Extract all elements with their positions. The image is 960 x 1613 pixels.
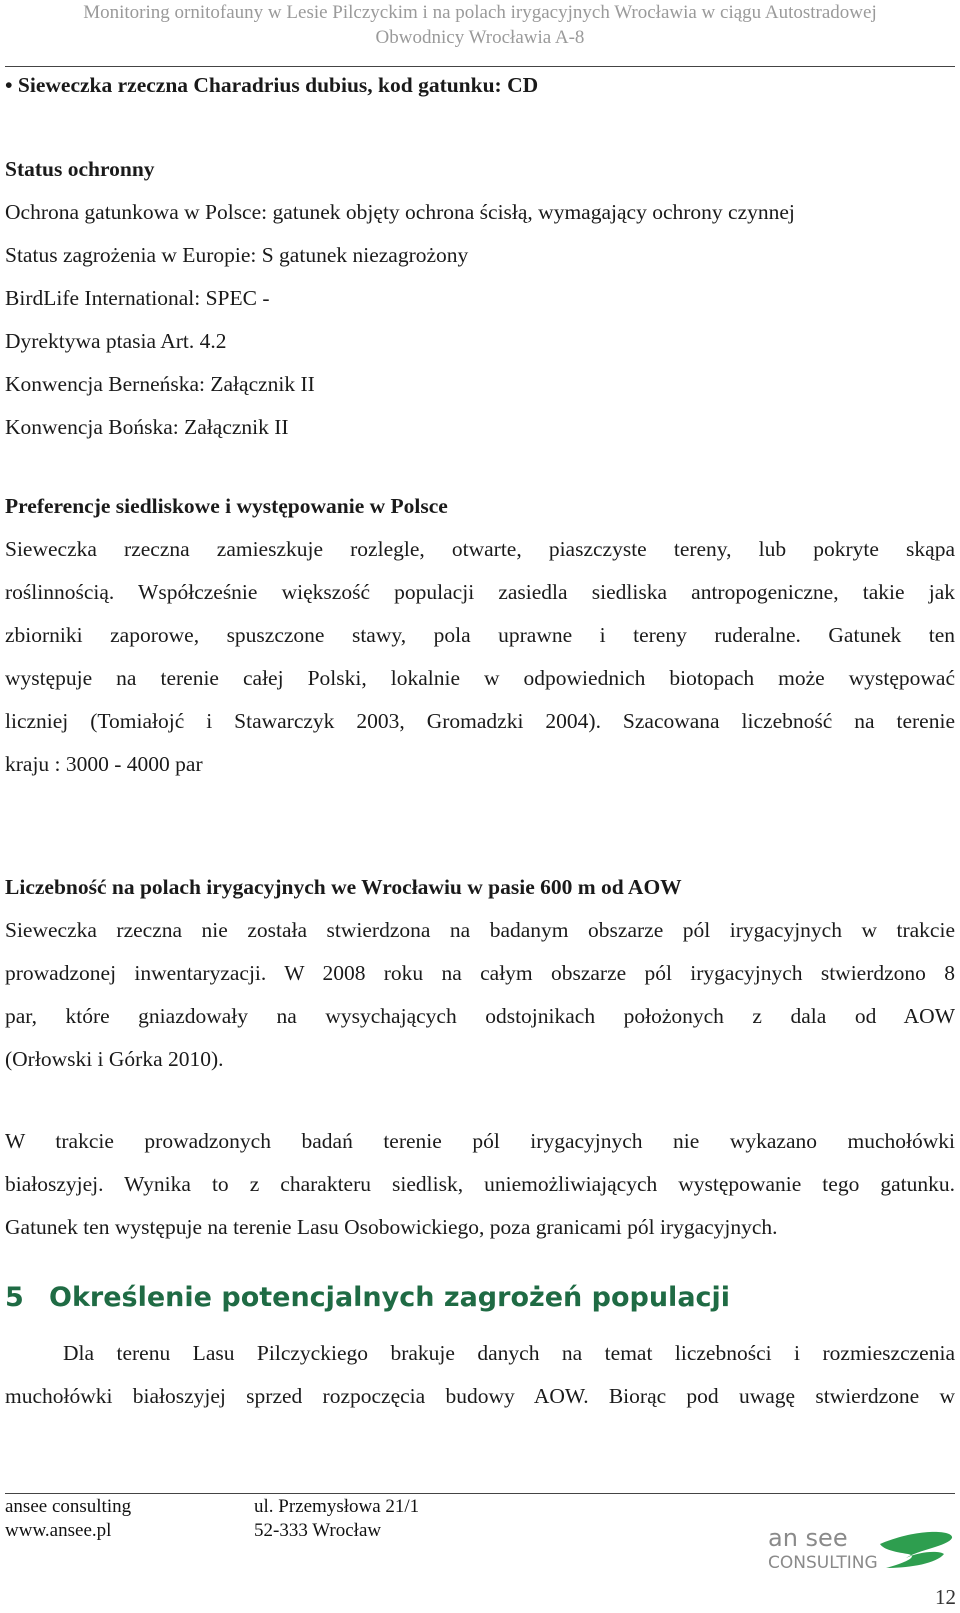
logo-text-top: an see xyxy=(768,1524,848,1552)
species-title: • Sieweczka rzeczna Charadrius dubius, kod gatunku: CD xyxy=(5,73,539,97)
status-heading: Status ochronny xyxy=(5,157,155,181)
status-line: Konwencja Bońska: Załącznik II xyxy=(5,415,289,439)
section-5-line: muchołówki białoszyjej sprzed rozpoczęcia budowy AOW. Biorąc pod uwagę stwierdzone w xyxy=(5,1384,955,1408)
abundance-line: (Orłowski i Górka 2010). xyxy=(5,1047,224,1071)
habitat-line: roślinnością. Współcześnie większość populacji zasiedla siedliska antropogeniczne, takie jak xyxy=(5,580,955,604)
running-header xyxy=(0,0,960,50)
habitat-line: liczniej (Tomiałojć i Stawarczyk 2003, Gromadzki 2004). Szacowana liczebność na terenie xyxy=(5,709,955,733)
footer-company-info xyxy=(5,1495,131,1543)
abundance-section xyxy=(5,872,955,1087)
section-number: 5 xyxy=(5,1282,24,1313)
status-line: Ochrona gatunkowa w Polsce: gatunek objęty ochrona ścisłą, wymagający ochrony czynnej xyxy=(5,200,795,224)
flycatcher-paragraph xyxy=(5,1126,955,1255)
status-line: Konwencja Berneńska: Załącznik II xyxy=(5,372,315,396)
section-title: Określenie potencjalnych zagrożeń populacji xyxy=(49,1282,731,1313)
logo-text-bottom: CONSULTING xyxy=(768,1553,878,1572)
flycatcher-line: białoszyjej. Wynika to z charakteru siedlisk, uniemożliwiających występowanie tego gatunku. xyxy=(5,1172,955,1196)
section-5-heading xyxy=(5,1282,730,1313)
habitat-line: zbiorniki zaporowe, spuszczone stawy, pola uprawne i tereny ruderalne. Gatunek ten xyxy=(5,623,955,647)
habitat-line: kraju : 3000 - 4000 par xyxy=(5,752,203,776)
running-header-line-1: Monitoring ornitofauny w Lesie Pilczyckim i na polach irygacyjnych Wrocławia w ciągu Autostradowej xyxy=(83,2,877,23)
page-number: 12 xyxy=(935,1585,956,1609)
status-line: Status zagrożenia w Europie: S gatunek niezagrożony xyxy=(5,243,469,267)
header-divider xyxy=(5,66,955,67)
section-5-paragraph xyxy=(5,1338,955,1424)
abundance-line: prowadzonej inwentaryzacji. W 2008 roku na całym obszarze pól irygacyjnych stwierdzono 8 xyxy=(5,961,955,985)
habitat-section xyxy=(5,491,955,792)
abundance-heading: Liczebność na polach irygacyjnych we Wrocławiu w pasie 600 m od AOW xyxy=(5,875,682,899)
footer-street: ul. Przemysłowa 21/1 xyxy=(254,1496,420,1517)
abundance-line: Sieweczka rzeczna nie została stwierdzona na badanym obszarze pól irygacyjnych w trakcie xyxy=(5,918,955,942)
abundance-line: par, które gniazdowały na wysychających odstojnikach położonych z dala od AOW xyxy=(5,1004,955,1028)
habitat-heading: Preferencje siedliskowe i występowanie w Polsce xyxy=(5,494,448,518)
section-5-line: Dla terenu Lasu Pilczyckiego brakuje danych na temat liczebności i rozmieszczenia xyxy=(63,1341,955,1365)
flycatcher-line: W trakcie prowadzonych badań terenie pól irygacyjnych nie wykazano muchołówki xyxy=(5,1129,955,1153)
logo-swoosh-icon xyxy=(880,1532,952,1568)
footer-city: 52-333 Wrocław xyxy=(254,1520,382,1541)
footer-company: ansee consulting xyxy=(5,1496,132,1517)
flycatcher-line: Gatunek ten występuje na terenie Lasu Osobowickiego, poza granicami pól irygacyjnych. xyxy=(5,1215,778,1239)
habitat-line: Sieweczka rzeczna zamieszkuje rozlegle, otwarte, piaszczyste tereny, lub pokryte skąpa xyxy=(5,537,955,561)
running-header-line-2: Obwodnicy Wrocławia A-8 xyxy=(375,27,585,48)
status-line: Dyrektywa ptasia Art. 4.2 xyxy=(5,329,227,353)
footer-website: www.ansee.pl xyxy=(5,1520,112,1541)
status-section xyxy=(5,154,955,455)
habitat-line: występuje na terenie całej Polski, lokalnie w odpowiednich biotopach może występować xyxy=(5,666,955,690)
footer-divider xyxy=(5,1493,955,1494)
status-line: BirdLife International: SPEC - xyxy=(5,286,270,310)
ansee-logo xyxy=(768,1524,956,1572)
footer-address xyxy=(254,1495,419,1543)
